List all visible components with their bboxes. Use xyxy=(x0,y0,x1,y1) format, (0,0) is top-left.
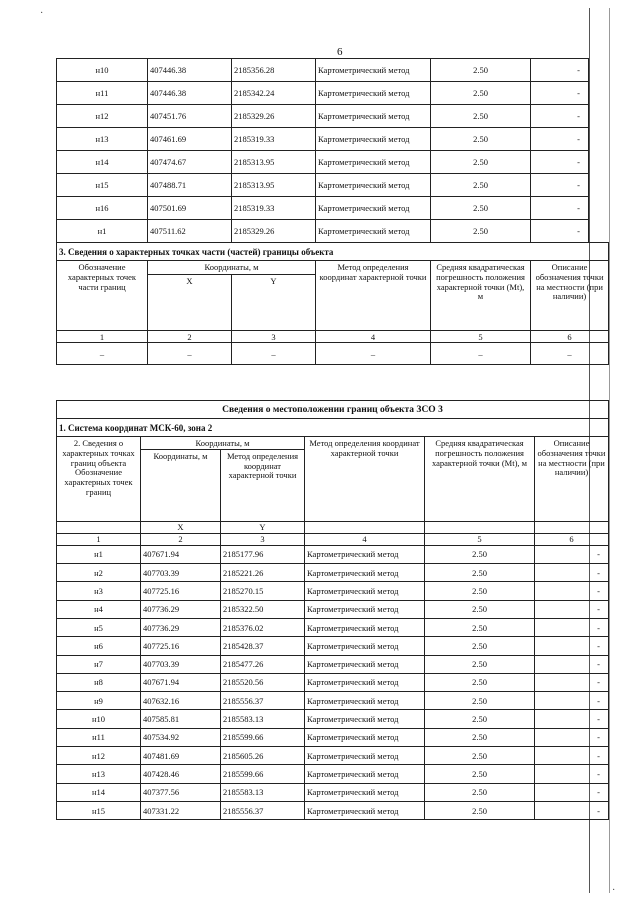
table-row xyxy=(57,710,609,728)
point-id: н13 xyxy=(57,128,148,151)
point-id: н15 xyxy=(57,174,148,197)
coord-y: 2185342.24 xyxy=(232,82,316,105)
header-desc: Описание обозначения точки на местности (при наличии) xyxy=(531,261,609,331)
coord-x: 407446.38 xyxy=(148,82,232,105)
description: - xyxy=(535,728,609,746)
description: - xyxy=(531,128,589,151)
header-x: X xyxy=(148,275,232,331)
coord-x: 407703.39 xyxy=(141,655,221,673)
accuracy: 2.50 xyxy=(425,564,535,582)
description: - xyxy=(531,59,589,82)
table-row xyxy=(57,545,609,563)
description: - xyxy=(535,637,609,655)
table-row xyxy=(57,174,589,197)
coord-y: 2185599.66 xyxy=(221,765,305,783)
accuracy: 2.50 xyxy=(431,59,531,82)
blank-cell xyxy=(425,521,535,533)
point-id: н13 xyxy=(57,765,141,783)
point-id: н6 xyxy=(57,637,141,655)
coord-y: 2185319.33 xyxy=(232,197,316,220)
point-id: н2 xyxy=(57,564,141,582)
header-y: Y xyxy=(232,275,316,331)
continued-points-body xyxy=(57,59,589,243)
coord-x: 407736.29 xyxy=(141,600,221,618)
coord-x: 407446.38 xyxy=(148,59,232,82)
header-point-label: Обозначение характерных точек части границ xyxy=(57,261,148,331)
coord-y: 2185329.26 xyxy=(232,105,316,128)
coord-y: 2185583.13 xyxy=(221,783,305,801)
table-row xyxy=(57,82,589,105)
description: - xyxy=(531,105,589,128)
section3-title: 3. Сведения о характерных точках части (частей) границы объекта xyxy=(57,243,609,261)
point-id: н5 xyxy=(57,618,141,636)
coord-x: 407534.92 xyxy=(141,728,221,746)
coord-y: 2185556.37 xyxy=(221,692,305,710)
method: Картометрический метод xyxy=(316,197,431,220)
table-row xyxy=(57,618,609,636)
header-method: Метод определения координат характерной точки xyxy=(316,261,431,331)
page-number: 6 xyxy=(337,46,343,58)
description: - xyxy=(535,783,609,801)
empty-cell: – xyxy=(148,343,232,365)
method: Картометрический метод xyxy=(305,728,425,746)
table-row xyxy=(57,765,609,783)
method: Картометрический метод xyxy=(305,783,425,801)
method: Картометрический метод xyxy=(316,128,431,151)
column-number: 2 xyxy=(141,533,221,545)
table-row xyxy=(57,673,609,691)
scan-border-line xyxy=(609,8,610,893)
description: - xyxy=(535,564,609,582)
description: - xyxy=(535,747,609,765)
method: Картометрический метод xyxy=(305,637,425,655)
coord-x: 407585.81 xyxy=(141,710,221,728)
section3-table xyxy=(56,242,609,365)
header-x: X xyxy=(141,521,221,533)
table-row xyxy=(57,582,609,600)
accuracy: 2.50 xyxy=(425,637,535,655)
header-desc: Описание обозначения точки на местности (при наличии) xyxy=(535,437,609,522)
column-number: 6 xyxy=(531,331,609,343)
method: Картометрический метод xyxy=(305,564,425,582)
header-method: Метод определения координат характерной точки xyxy=(305,437,425,522)
point-id: н7 xyxy=(57,655,141,673)
table-row xyxy=(57,728,609,746)
scan-speck: · xyxy=(612,885,616,896)
description: - xyxy=(535,765,609,783)
empty-cell: – xyxy=(316,343,431,365)
method: Картометрический метод xyxy=(305,600,425,618)
accuracy: 2.50 xyxy=(425,747,535,765)
coord-x: 407451.76 xyxy=(148,105,232,128)
coord-y: 2185583.13 xyxy=(221,710,305,728)
zso3-points-body xyxy=(57,545,609,819)
point-id: н1 xyxy=(57,220,148,243)
coord-x: 407725.16 xyxy=(141,637,221,655)
table-row xyxy=(57,564,609,582)
point-id: н3 xyxy=(57,582,141,600)
header-method-sub: Метод определения координат характерной точки xyxy=(221,449,305,521)
point-id: н12 xyxy=(57,105,148,128)
coord-y: 2185520.56 xyxy=(221,673,305,691)
method: Картометрический метод xyxy=(316,105,431,128)
coord-y: 2185322.50 xyxy=(221,600,305,618)
column-number: 5 xyxy=(431,331,531,343)
method: Картометрический метод xyxy=(305,618,425,636)
description: - xyxy=(535,582,609,600)
coord-y: 2185221.26 xyxy=(221,564,305,582)
point-id: н10 xyxy=(57,59,148,82)
coord-x: 407725.16 xyxy=(141,582,221,600)
column-number: 2 xyxy=(148,331,232,343)
column-number: 4 xyxy=(305,533,425,545)
point-id: н8 xyxy=(57,673,141,691)
point-id: н11 xyxy=(57,82,148,105)
accuracy: 2.50 xyxy=(425,655,535,673)
accuracy: 2.50 xyxy=(431,82,531,105)
description: - xyxy=(531,197,589,220)
accuracy: 2.50 xyxy=(425,728,535,746)
coord-y: 2185376.02 xyxy=(221,618,305,636)
accuracy: 2.50 xyxy=(425,765,535,783)
description: - xyxy=(535,673,609,691)
table-row xyxy=(57,655,609,673)
accuracy: 2.50 xyxy=(431,151,531,174)
method: Картометрический метод xyxy=(316,174,431,197)
method: Картометрический метод xyxy=(305,692,425,710)
description: - xyxy=(531,151,589,174)
table-row xyxy=(57,197,589,220)
coord-x: 407461.69 xyxy=(148,128,232,151)
column-number: 1 xyxy=(57,533,141,545)
coord-x: 407671.94 xyxy=(141,673,221,691)
empty-cell: – xyxy=(431,343,531,365)
accuracy: 2.50 xyxy=(431,197,531,220)
description: - xyxy=(535,545,609,563)
coord-x: 407703.39 xyxy=(141,564,221,582)
accuracy: 2.50 xyxy=(425,692,535,710)
method: Картометрический метод xyxy=(316,220,431,243)
empty-cell: – xyxy=(531,343,609,365)
coord-y: 2185356.28 xyxy=(232,59,316,82)
continued-points-table xyxy=(56,58,589,243)
coord-x: 407331.22 xyxy=(141,801,221,819)
description: - xyxy=(531,174,589,197)
method: Картометрический метод xyxy=(316,82,431,105)
method: Картометрический метод xyxy=(305,545,425,563)
table-row xyxy=(57,692,609,710)
coord-system: 1. Система координат МСК-60, зона 2 xyxy=(57,419,609,437)
zso3-table xyxy=(56,400,609,820)
description: - xyxy=(535,692,609,710)
accuracy: 2.50 xyxy=(425,801,535,819)
coord-x: 407511.62 xyxy=(148,220,232,243)
accuracy: 2.50 xyxy=(431,128,531,151)
coord-y: 2185605.26 xyxy=(221,747,305,765)
description: - xyxy=(535,618,609,636)
coord-y: 2185329.26 xyxy=(232,220,316,243)
coord-x: 407671.94 xyxy=(141,545,221,563)
point-id: н14 xyxy=(57,783,141,801)
method: Картометрический метод xyxy=(305,801,425,819)
point-id: н16 xyxy=(57,197,148,220)
point-id: н14 xyxy=(57,151,148,174)
accuracy: 2.50 xyxy=(431,220,531,243)
header-coords-sub: Координаты, м xyxy=(141,449,221,521)
blank-cell xyxy=(57,521,141,533)
table-row xyxy=(57,801,609,819)
point-id: н12 xyxy=(57,747,141,765)
column-number: 6 xyxy=(535,533,609,545)
method: Картометрический метод xyxy=(316,59,431,82)
point-id: н4 xyxy=(57,600,141,618)
coord-y: 2185313.95 xyxy=(232,174,316,197)
coord-y: 2185270.15 xyxy=(221,582,305,600)
method: Картометрический метод xyxy=(305,673,425,691)
coord-x: 407632.16 xyxy=(141,692,221,710)
table-row xyxy=(57,783,609,801)
table-row xyxy=(57,59,589,82)
coord-y: 2185177.96 xyxy=(221,545,305,563)
coord-x: 407736.29 xyxy=(141,618,221,636)
description: - xyxy=(531,82,589,105)
column-number: 1 xyxy=(57,331,148,343)
description: - xyxy=(535,655,609,673)
accuracy: 2.50 xyxy=(425,783,535,801)
empty-cell: – xyxy=(232,343,316,365)
blank-cell xyxy=(305,521,425,533)
empty-cell: – xyxy=(57,343,148,365)
point-id: н15 xyxy=(57,801,141,819)
coord-x: 407488.71 xyxy=(148,174,232,197)
description: - xyxy=(531,220,589,243)
description: - xyxy=(535,801,609,819)
method: Картометрический метод xyxy=(305,582,425,600)
header-coords: Координаты, м xyxy=(148,261,316,275)
accuracy: 2.50 xyxy=(425,545,535,563)
coord-y: 2185477.26 xyxy=(221,655,305,673)
header-accuracy: Средняя квадратическая погрешность положения характерной точки (Mt), м xyxy=(425,437,535,522)
accuracy: 2.50 xyxy=(431,105,531,128)
description: - xyxy=(535,600,609,618)
coord-x: 407377.56 xyxy=(141,783,221,801)
coord-x: 407481.69 xyxy=(141,747,221,765)
accuracy: 2.50 xyxy=(431,174,531,197)
header-point-label: 2. Сведения о характерных точках границ объекта Обозначение характерных точек границ xyxy=(57,437,141,522)
coord-y: 2185428.37 xyxy=(221,637,305,655)
header-accuracy: Средняя квадратическая погрешность положения характерной точки (Mt), м xyxy=(431,261,531,331)
zso3-title: Сведения о местоположении границ объекта ЗСО 3 xyxy=(57,401,609,419)
table-row xyxy=(57,128,589,151)
description: - xyxy=(535,710,609,728)
coord-x: 407428.46 xyxy=(141,765,221,783)
table-row xyxy=(57,151,589,174)
point-id: н10 xyxy=(57,710,141,728)
accuracy: 2.50 xyxy=(425,618,535,636)
coord-y: 2185599.66 xyxy=(221,728,305,746)
coord-x: 407501.69 xyxy=(148,197,232,220)
accuracy: 2.50 xyxy=(425,710,535,728)
table-row xyxy=(57,747,609,765)
column-number: 4 xyxy=(316,331,431,343)
coord-y: 2185313.95 xyxy=(232,151,316,174)
accuracy: 2.50 xyxy=(425,673,535,691)
method: Картометрический метод xyxy=(305,655,425,673)
table-row xyxy=(57,600,609,618)
method: Картометрический метод xyxy=(305,747,425,765)
scan-speck: · xyxy=(40,8,44,19)
column-number: 3 xyxy=(221,533,305,545)
method: Картометрический метод xyxy=(305,710,425,728)
method: Картометрический метод xyxy=(305,765,425,783)
column-number: 5 xyxy=(425,533,535,545)
coord-y: 2185556.37 xyxy=(221,801,305,819)
accuracy: 2.50 xyxy=(425,600,535,618)
point-id: н1 xyxy=(57,545,141,563)
coord-y: 2185319.33 xyxy=(232,128,316,151)
column-number: 3 xyxy=(232,331,316,343)
point-id: н9 xyxy=(57,692,141,710)
table-row xyxy=(57,105,589,128)
table-row xyxy=(57,637,609,655)
method: Картометрический метод xyxy=(316,151,431,174)
header-coords: Координаты, м xyxy=(141,437,305,450)
table-row xyxy=(57,220,589,243)
blank-cell xyxy=(535,521,609,533)
accuracy: 2.50 xyxy=(425,582,535,600)
point-id: н11 xyxy=(57,728,141,746)
header-y: Y xyxy=(221,521,305,533)
coord-x: 407474.67 xyxy=(148,151,232,174)
